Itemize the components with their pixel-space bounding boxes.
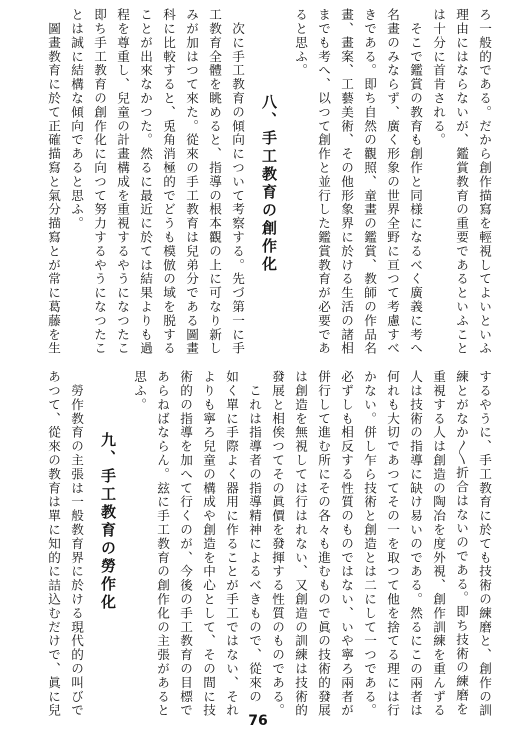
text-line: あつて、從來の教育は單に知的に詰込むだけで、眞に兒: [46, 370, 61, 718]
text-line: これは指導者の指導精神によるべきもので、從來の: [247, 370, 262, 704]
text-line: 何れも大切であつてその一を取つて他を捨てる理には行: [385, 370, 400, 718]
section-heading-9: 九、手工教育の勞作化: [99, 432, 117, 612]
text-line: よりも寧ろ兒童の構成や創造を中心として、その間に技: [201, 370, 216, 718]
text-line: 次に手工教育の傾向について考察する。先づ第一に手: [230, 8, 245, 356]
text-line: 人は技術の指導に缺け易いのである。然るにこの兩者は: [408, 370, 423, 718]
text-line: 工教育全體を眺めると、指導の根本觀の上に可なり新し: [207, 8, 222, 356]
text-line: 如く單に手際よく器用に作ることが手工ではない、それ: [224, 370, 239, 718]
text-line: ことが出來なかつた。然るに最近に於ては結果よりも過: [138, 8, 153, 356]
text-line: 必ずしも相反する性質のものではない、いや寧ろ兩者が: [339, 370, 354, 718]
text-line: みが加はつて來た。從來の手工教育は兒弟分である圖畫: [184, 8, 199, 356]
page-number: 76: [248, 713, 268, 729]
text-line: とは誠に結構な傾向であると思ふ。: [69, 8, 84, 231]
text-line: 理由にはならないが、鑑賞教育の重要であるといふこと: [454, 8, 469, 356]
lower-text-block: [20, 370, 496, 718]
text-line: 畫、畫案、工藝美術、その他形象界に於ける生活の諸相: [339, 8, 354, 356]
text-line: 重視する人は創造の陶冶を度外視、創作訓練を重んずる: [431, 370, 446, 718]
text-line: 勞作教育の主張は一般教育界に於ける現代的の叫びで: [69, 370, 84, 718]
text-line: 併行して進む所にその各々も進むもので眞の技術的發展: [316, 370, 331, 718]
text-line: かない。併し乍ら技術と創造とは二にして一つである。: [362, 370, 377, 718]
upper-text-block: [20, 8, 496, 356]
text-line: そこで鑑賞の教育も創作と同様になるべく廣義に考へ: [408, 8, 423, 356]
section-heading-8: 八、手工教育の創作化: [260, 94, 278, 274]
text-line: ろ一般的である。だから創作描寫を輕視してよいといふ: [477, 8, 492, 356]
text-line: 程を尊重し、兒童の計畫構成を重視するやうになつたこ: [115, 8, 130, 356]
text-line: きである。即ち自然の觀照、童畫の鑑賞、教師の作品名: [362, 8, 377, 356]
text-line: 術的の指導を加へて行くのが、今後の手工教育の目標で: [178, 370, 193, 718]
text-line: は十分に首肯される。: [431, 8, 446, 147]
text-line: までも考へ、以つて創作と並行した鑑賞教育が必要であ: [316, 8, 331, 356]
text-line: 即ち手工教育の創作化に向つて努力するやうになつたこ: [92, 8, 107, 356]
text-line: あらねばならん。玆に手工教育の創作化の主張があると: [155, 370, 170, 718]
text-line: ると思ふ。: [293, 8, 308, 78]
text-line: 思ふ。: [132, 370, 147, 412]
text-line: は創造を無視しては行はれない、又創造の訓練は技術的: [293, 370, 308, 718]
text-line: 發展と相俟つてその眞價を發揮する性質のものである。: [270, 370, 285, 718]
text-line: するやうに、手工教育に於ても技術の練磨と、創作の訓: [477, 370, 492, 718]
text-line: 名畫のみならず、廣く形象の世界全野に亘つて考慮すべ: [385, 8, 400, 356]
text-line: 圖畫教育に於て正確描寫と氣分描寫とが常に葛藤を生: [46, 8, 61, 356]
text-line: 科に比較すると、兎角消極的でどうも模倣の域を脱する: [161, 8, 176, 356]
text-line: 練とがなか〳〵折合はないのである。即ち技術の練磨を: [454, 370, 469, 717]
